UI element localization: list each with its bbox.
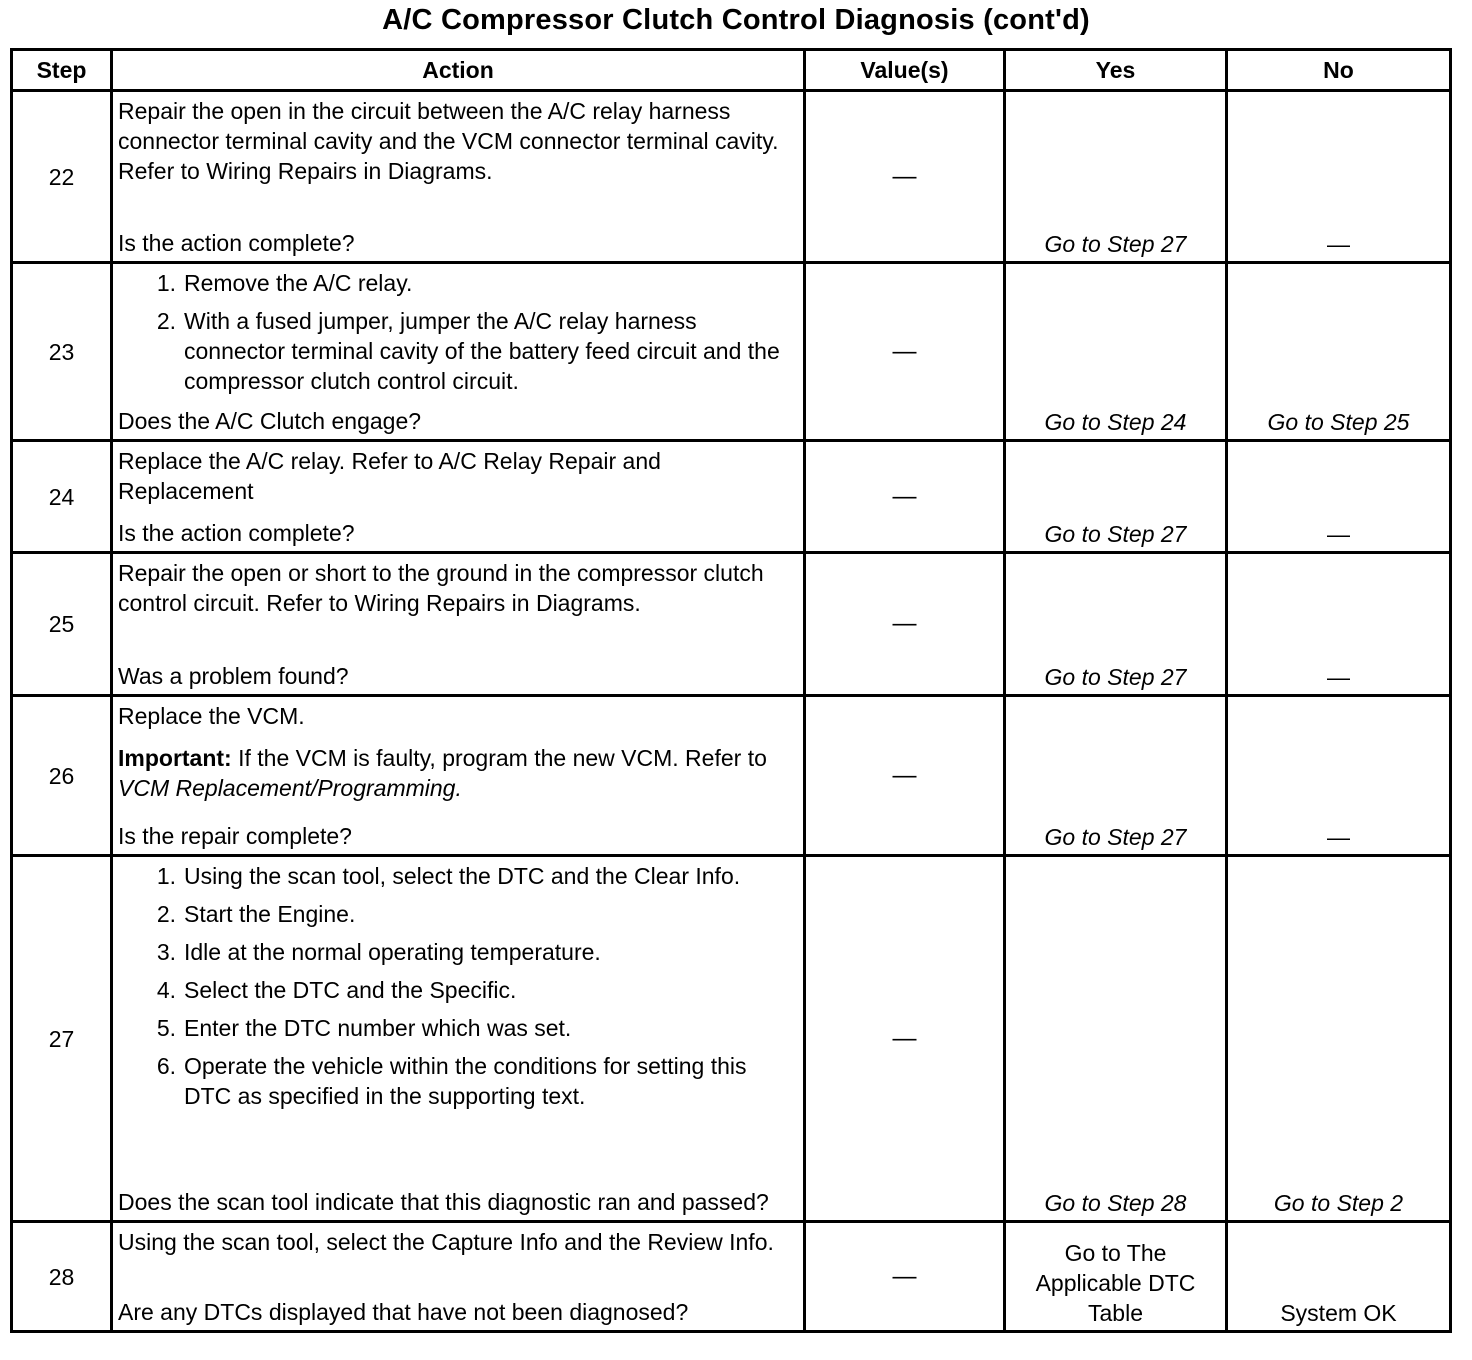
- page-title: A/C Compressor Clutch Control Diagnosis (cont'd): [382, 4, 1090, 36]
- list-item: 5. Enter the DTC number which was set.: [156, 1015, 572, 1041]
- header-yes: Yes: [1005, 50, 1227, 91]
- table-row: [12, 91, 1451, 263]
- table-row: [12, 553, 1451, 696]
- value-cell: —: [805, 441, 1005, 553]
- action-question: Is the action complete?: [118, 520, 355, 546]
- table-row: [12, 1222, 1451, 1332]
- action-text: Replace the VCM.: [118, 703, 305, 729]
- important-text: If the VCM is faulty, program the new VCM. Refer to: [231, 745, 767, 771]
- action-cell: [112, 441, 805, 553]
- action-question: Is the repair complete?: [118, 823, 352, 849]
- action-question: Is the action complete?: [118, 230, 355, 256]
- table-row: [12, 696, 1451, 856]
- step-number: 26: [12, 696, 112, 856]
- no-cell: Go to Step 25: [1227, 263, 1451, 441]
- action-question: Does the A/C Clutch engage?: [118, 408, 422, 434]
- step-number: 23: [12, 263, 112, 441]
- action-text: Repair the open or short to the ground in the compressor clutch control circuit. Refer to Wiring Repairs in Diagrams.: [118, 560, 764, 616]
- value-cell: —: [805, 696, 1005, 856]
- no-cell: Go to Step 2: [1227, 856, 1451, 1222]
- no-cell: —: [1227, 553, 1451, 696]
- header-no: No: [1227, 50, 1451, 91]
- step-number: 22: [12, 91, 112, 263]
- header-step: Step: [12, 50, 112, 91]
- action-question: Does the scan tool indicate that this diagnostic ran and passed?: [118, 1189, 769, 1215]
- action-cell: [112, 856, 805, 1222]
- table-row: [12, 856, 1451, 1222]
- important-note: [118, 743, 799, 803]
- action-cell: [112, 553, 805, 696]
- action-cell: [112, 1222, 805, 1332]
- step-number: 25: [12, 553, 112, 696]
- yes-text: Go to The Applicable DTC Table: [1035, 1240, 1196, 1326]
- numbered-steps: [118, 861, 799, 1111]
- step-number: 24: [12, 441, 112, 553]
- yes-cell: Go to Step 27: [1005, 553, 1227, 696]
- no-cell: System OK: [1227, 1222, 1451, 1332]
- action-text: Replace the A/C relay. Refer to A/C Relay Repair and Replacement: [118, 448, 661, 504]
- table-row: [12, 263, 1451, 441]
- list-item: 3. Idle at the normal operating temperature.: [156, 939, 601, 965]
- list-item: 2. With a fused jumper, jumper the A/C relay harness connector terminal cavity of the battery feed circuit and the compressor clutch control circuit.: [156, 308, 780, 394]
- value-cell: —: [805, 856, 1005, 1222]
- yes-cell: Go to Step 27: [1005, 696, 1227, 856]
- list-item: 4. Select the DTC and the Specific.: [156, 977, 517, 1003]
- step-number: 27: [12, 856, 112, 1222]
- no-cell: —: [1227, 441, 1451, 553]
- diagnosis-table: [10, 48, 1452, 1333]
- table-row: [12, 441, 1451, 553]
- action-question: Are any DTCs displayed that have not been diagnosed?: [118, 1299, 689, 1325]
- important-label: Important:: [118, 745, 232, 771]
- list-item: 6. Operate the vehicle within the conditions for setting this DTC as specified in the supporting text.: [156, 1053, 747, 1109]
- yes-cell: Go to Step 28: [1005, 856, 1227, 1222]
- list-item: 1. Remove the A/C relay.: [156, 270, 413, 296]
- action-text: Using the scan tool, select the Capture Info and the Review Info.: [118, 1229, 774, 1255]
- action-text: Repair the open in the circuit between the A/C relay harness connector terminal cavity and the VCM connector terminal cavity. Refer to Wiring Repairs in Diagrams.: [118, 98, 779, 184]
- yes-cell: Go to Step 27: [1005, 441, 1227, 553]
- yes-cell: Go to Step 27: [1005, 91, 1227, 263]
- header-action: Action: [112, 50, 805, 91]
- action-cell: [112, 696, 805, 856]
- no-cell: —: [1227, 696, 1451, 856]
- table-header-row: [12, 50, 1451, 91]
- numbered-steps: [118, 268, 799, 396]
- value-cell: —: [805, 91, 1005, 263]
- header-values: Value(s): [805, 50, 1005, 91]
- list-item: 2. Start the Engine.: [156, 901, 356, 927]
- action-question: Was a problem found?: [118, 663, 349, 689]
- value-cell: —: [805, 263, 1005, 441]
- list-item: 1. Using the scan tool, select the DTC and the Clear Info.: [156, 863, 741, 889]
- action-cell: [112, 91, 805, 263]
- value-cell: —: [805, 553, 1005, 696]
- yes-cell: [1005, 1222, 1227, 1332]
- yes-cell: Go to Step 24: [1005, 263, 1227, 441]
- action-cell: [112, 263, 805, 441]
- important-reference: VCM Replacement/Programming.: [118, 775, 462, 801]
- no-cell: —: [1227, 91, 1451, 263]
- step-number: 28: [12, 1222, 112, 1332]
- value-cell: —: [805, 1222, 1005, 1332]
